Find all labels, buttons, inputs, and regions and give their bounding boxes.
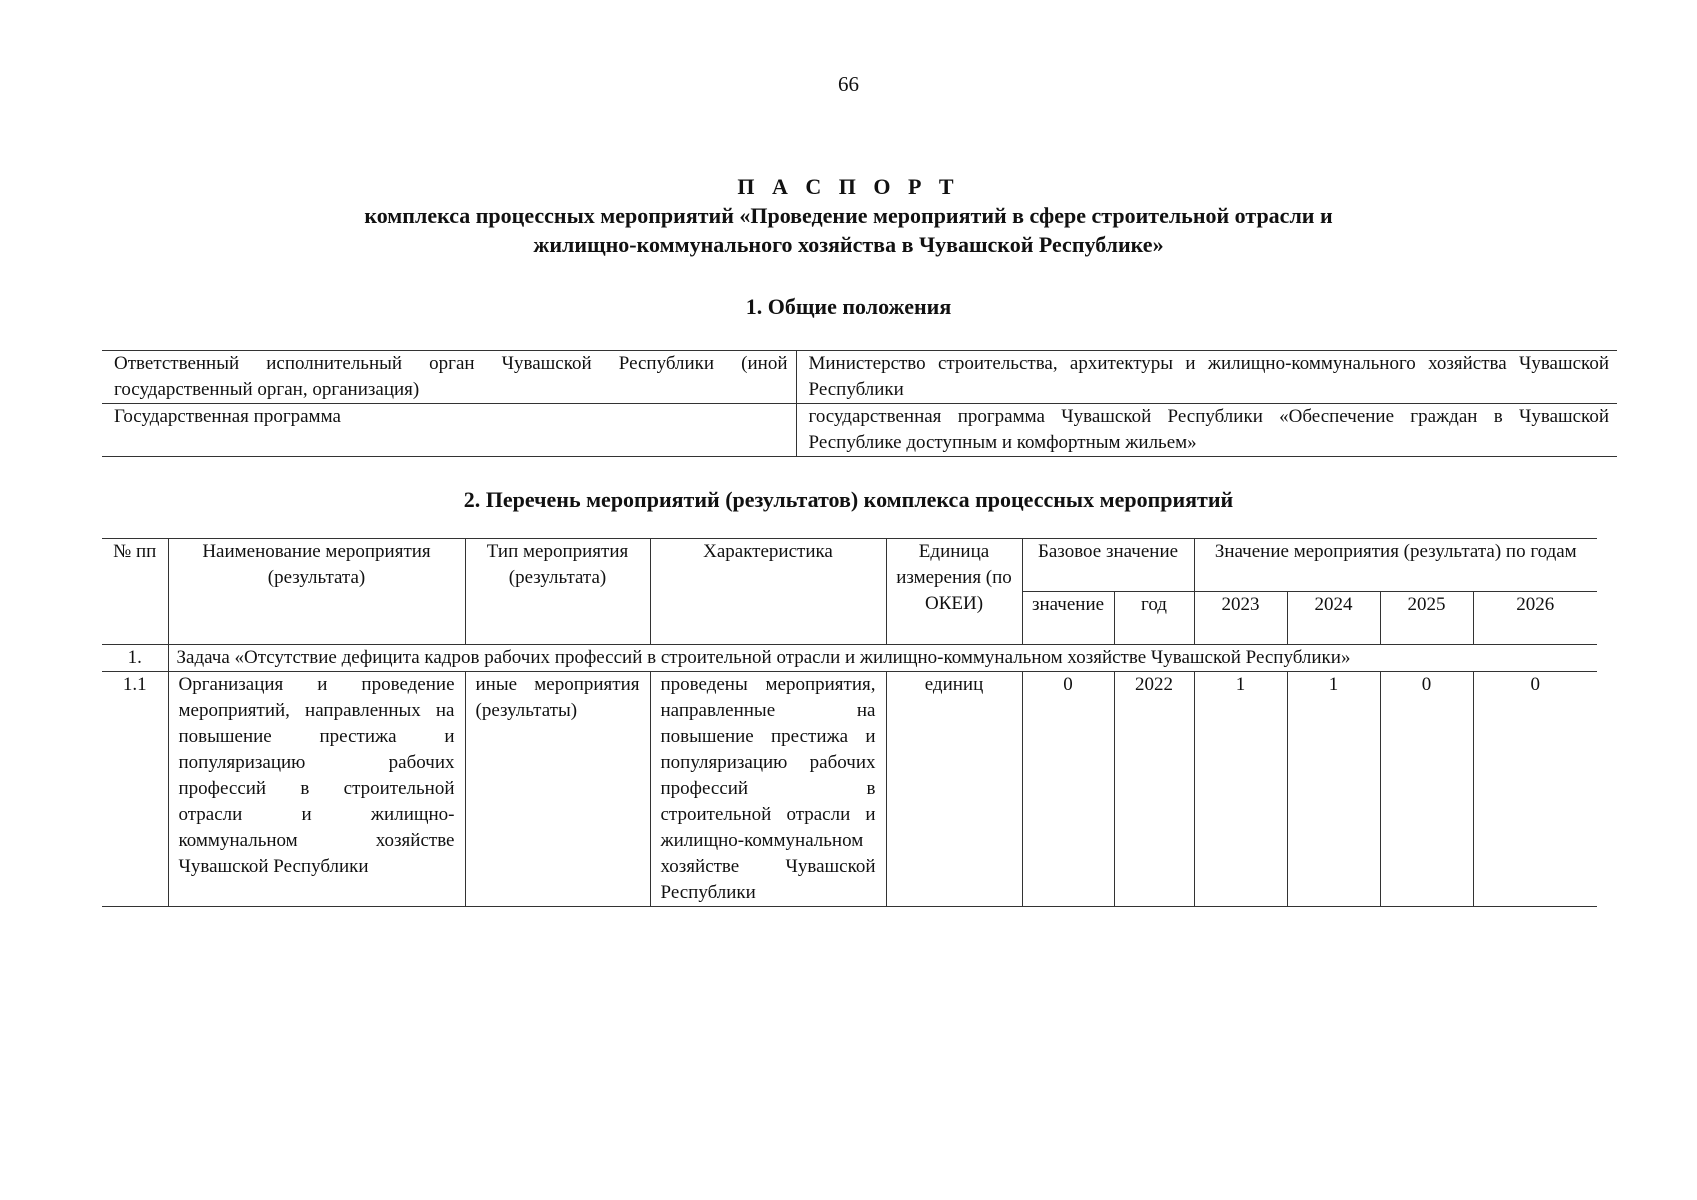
header-base-value: значение [1022,592,1114,645]
title-line-2: жилищно-коммунального хозяйства в Чувашской Республике» [533,232,1164,257]
header-num: № пп [102,539,168,645]
header-year: 2026 [1473,592,1597,645]
table-row [102,351,1617,404]
section-2-title: 2. Перечень мероприятий (результатов) комплекса процессных мероприятий [463,487,1234,512]
header-year: 2023 [1194,592,1287,645]
document-title [0,172,1697,259]
passport-heading: П А С П О Р Т [737,174,960,199]
header-year: 2025 [1380,592,1473,645]
header-name: Наименование мероприятия (результата) [168,539,465,645]
header-year: 2024 [1287,592,1380,645]
cell-base-year: 2022 [1114,672,1194,907]
cell-value-2024: 1 [1287,672,1380,907]
general-provisions-table [102,350,1617,457]
cell-value-2023: 1 [1194,672,1287,907]
section-1-title: 1. Общие положения [745,294,952,319]
cell-num: 1.1 [102,672,168,907]
cell-value-2025: 0 [1380,672,1473,907]
row-value: государственная программа Чувашской Республики «Обеспечение граждан в Чувашской Республике доступным и комфортным жильем» [796,404,1617,457]
header-row [102,539,1597,592]
cell-type: иные мероприятия (результаты) [465,672,650,907]
cell-name: Организация и проведение мероприятий, направленных на повышение престижа и популяризацию рабочих профессий в строительной отрасли и жилищно-коммунальном хозяйстве Чувашской Республики [168,672,465,907]
task-text: Задача «Отсутствие дефицита кадров рабочих профессий в строительной отрасли и жилищно-коммунальном хозяйстве Чувашской Республики» [168,645,1597,672]
row-label: Государственная программа [102,404,796,457]
header-base-year: год [1114,592,1194,645]
table-row [102,672,1597,907]
header-type: Тип мероприятия (результата) [465,539,650,645]
cell-characteristic: проведены мероприятия, направленные на повышение престижа и популяризацию рабочих профессий в строительной отрасли и жилищно-коммунальном хозяйстве Чувашской Республики [650,672,886,907]
results-table [102,538,1597,907]
task-num: 1. [102,645,168,672]
row-label: Ответственный исполнительный орган Чувашской Республики (иной государственный орган, организация) [102,351,796,404]
task-row [102,645,1597,672]
cell-unit: единиц [886,672,1022,907]
header-base: Базовое значение [1022,539,1194,592]
page-number: 66 [838,72,859,96]
title-line-1: комплекса процессных мероприятий «Проведение мероприятий в сфере строительной отрасли и [364,203,1333,228]
cell-value-2026: 0 [1473,672,1597,907]
header-unit: Единица измерения (по ОКЕИ) [886,539,1022,645]
header-values: Значение мероприятия (результата) по годам [1194,539,1597,592]
cell-base-value: 0 [1022,672,1114,907]
header-characteristic: Характеристика [650,539,886,645]
row-value: Министерство строительства, архитектуры и жилищно-коммунального хозяйства Чувашской Республики [796,351,1617,404]
table-row [102,404,1617,457]
